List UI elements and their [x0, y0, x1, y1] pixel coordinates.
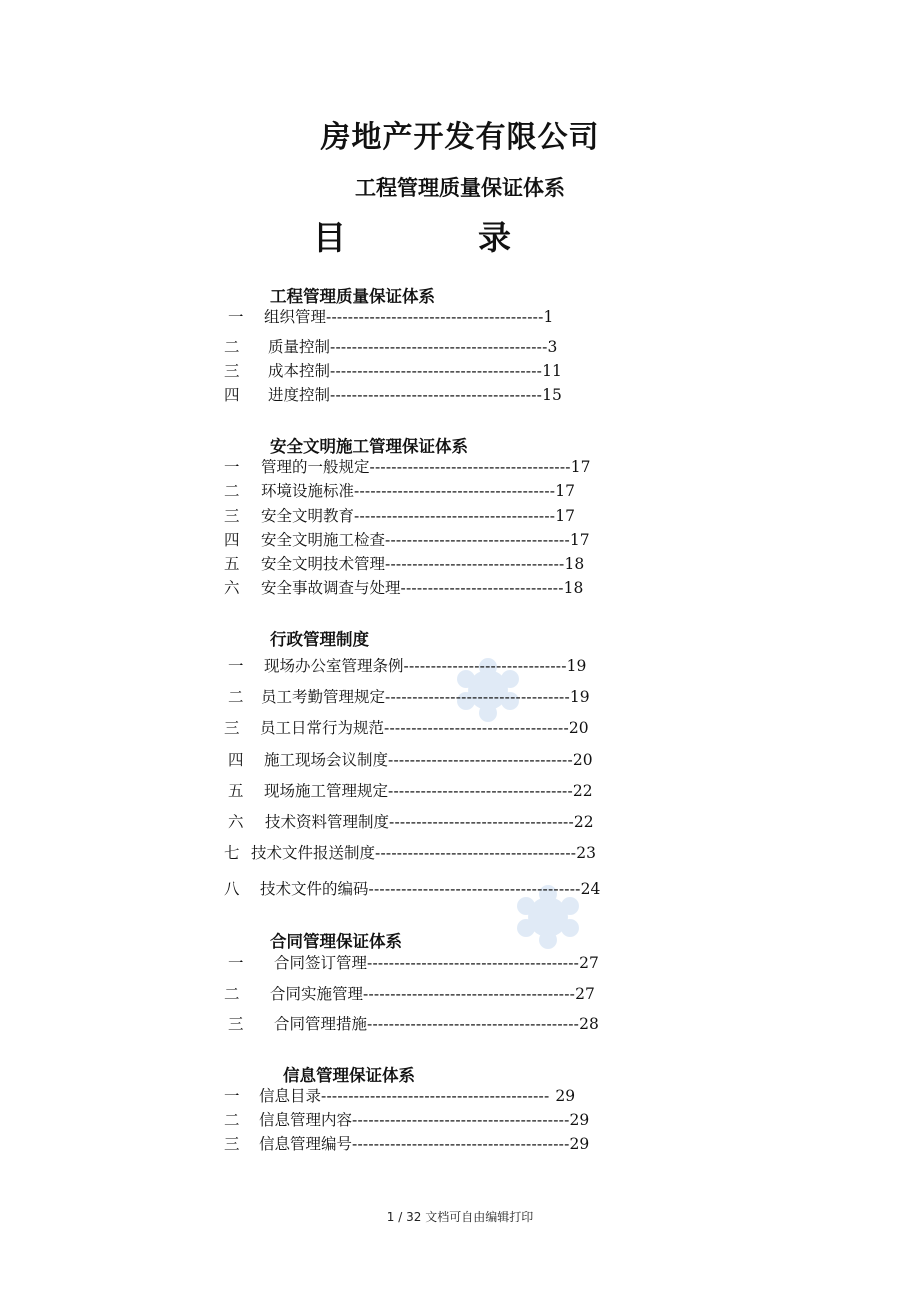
toc-entry-label: 信息目录	[259, 1087, 322, 1105]
toc-entry-number: 八	[224, 880, 240, 898]
toc-entry-page: 20	[572, 751, 593, 769]
toc-entry-page: 11	[542, 362, 562, 380]
toc-entry-leader: ----------------------------------	[385, 531, 570, 549]
toc-entry[interactable]	[228, 780, 593, 802]
toc-entry-number: 六	[228, 813, 244, 831]
toc-entry-number: 二	[228, 688, 244, 706]
toc-entry-number: 一	[224, 1087, 240, 1105]
toc-entry[interactable]	[224, 529, 590, 551]
toc-entry-number: 一	[228, 657, 244, 675]
toc-entry-label: 信息管理内容	[259, 1111, 353, 1129]
section-heading: 工程管理质量保证体系	[270, 287, 435, 306]
toc-entry-page: 19	[566, 657, 587, 675]
toc-heading-char-1: 目	[313, 218, 346, 257]
toc-entry-leader: ----------------------------------------	[352, 1135, 570, 1153]
toc-entry[interactable]	[224, 336, 557, 358]
toc-entry-leader: ------------------------------	[400, 579, 564, 597]
toc-entry[interactable]	[224, 360, 562, 382]
toc-entry-page: 29	[569, 1135, 590, 1153]
toc-entry[interactable]	[224, 456, 590, 478]
toc-entry-leader: -------------------------------------	[375, 844, 577, 862]
toc-entry[interactable]	[224, 1133, 589, 1155]
toc-entry[interactable]	[224, 717, 589, 739]
toc-entry[interactable]	[224, 553, 584, 575]
toc-entry[interactable]	[228, 811, 594, 833]
toc-entry-leader: -------------------------------------	[354, 482, 556, 500]
toc-entry-label: 合同管理措施	[274, 1015, 368, 1033]
section-heading: 安全文明施工管理保证体系	[270, 437, 468, 456]
toc-entry-leader: ----------------------------------------	[330, 338, 548, 356]
toc-entry-leader: -------------------------------------	[369, 458, 571, 476]
toc-entry-number: 二	[224, 482, 240, 500]
toc-entry-leader: ----------------------------------------	[326, 308, 544, 326]
toc-entry-page: 29	[555, 1087, 576, 1105]
section-heading: 合同管理保证体系	[270, 932, 402, 951]
toc-entry-page: 17	[569, 531, 590, 549]
toc-entry-label: 技术文件的编码	[260, 880, 369, 898]
toc-entry-page: 17	[555, 507, 575, 525]
toc-entry-label: 合同实施管理	[270, 985, 364, 1003]
toc-entry[interactable]	[228, 952, 599, 974]
toc-entry-label: 环境设施标准	[261, 482, 355, 500]
toc-entry-page: 19	[569, 688, 590, 706]
document-title: 房地产开发有限公司	[320, 120, 600, 155]
toc-entry[interactable]	[228, 1013, 599, 1035]
toc-entry-page: 15	[542, 386, 562, 404]
page-footer: 1 / 32 文档可自由编辑打印	[386, 1210, 534, 1224]
toc-entry-label: 进度控制	[268, 386, 331, 404]
toc-entry-label: 成本控制	[268, 362, 331, 380]
toc-entry-page: 23	[576, 844, 596, 862]
section-heading: 信息管理保证体系	[283, 1066, 415, 1085]
toc-entry-page: 27	[575, 985, 595, 1003]
toc-entry-label: 质量控制	[268, 338, 331, 356]
toc-entry-page: 1	[543, 308, 554, 326]
toc-entry-number: 二	[224, 985, 240, 1003]
toc-entry-label: 信息管理编号	[259, 1135, 353, 1153]
toc-entry-number: 五	[228, 782, 244, 800]
toc-entry-page: 29	[569, 1111, 590, 1129]
document-subtitle: 工程管理质量保证体系	[355, 176, 565, 200]
toc-entry-label: 安全文明教育	[261, 507, 355, 525]
toc-entry-page: 22	[572, 782, 593, 800]
toc-entry-leader: ----------------------------------	[384, 719, 569, 737]
toc-entry[interactable]	[224, 505, 575, 527]
toc-entry[interactable]	[228, 655, 586, 677]
toc-entry-page: 3	[547, 338, 558, 356]
toc-entry-leader: ----------------------------------	[389, 813, 574, 831]
toc-entry-label: 施工现场会议制度	[264, 751, 389, 769]
toc-entry-label: 现场办公室管理条例	[264, 657, 404, 675]
toc-entry[interactable]	[224, 878, 600, 900]
toc-entry-label: 员工日常行为规范	[260, 719, 385, 737]
toc-entry-number: 四	[224, 531, 240, 549]
toc-entry-number: 一	[228, 308, 244, 326]
toc-entry-number: 四	[224, 386, 240, 404]
toc-entry[interactable]	[224, 983, 595, 1005]
toc-entry-label: 安全文明施工检查	[261, 531, 386, 549]
toc-entry-leader: ------------------------------	[403, 657, 567, 675]
toc-entry-page: 18	[564, 555, 585, 573]
toc-entry-leader: ----------------------------------	[388, 751, 573, 769]
toc-entry-number: 三	[224, 719, 240, 737]
section-heading: 行政管理制度	[270, 630, 369, 649]
toc-entry-number: 二	[224, 338, 240, 356]
toc-entry-number: 三	[228, 1015, 244, 1033]
toc-entry-label: 安全事故调查与处理	[261, 579, 401, 597]
toc-entry-page: 22	[573, 813, 594, 831]
toc-entry[interactable]	[224, 577, 583, 599]
toc-entry-page: 28	[579, 1015, 599, 1033]
toc-entry-leader: ---------------------------------	[385, 555, 565, 573]
toc-entry-number: 一	[228, 954, 244, 972]
toc-entry-number: 五	[224, 555, 240, 573]
toc-entry-leader: ----------------------------------	[388, 782, 573, 800]
toc-entry-page: 17	[555, 482, 575, 500]
toc-entry-leader: -------------------------------------	[354, 507, 556, 525]
toc-entry-number: 三	[224, 1135, 240, 1153]
toc-entry-label: 技术资料管理制度	[265, 813, 390, 831]
toc-entry-number: 一	[224, 458, 240, 476]
toc-entry[interactable]	[224, 1109, 589, 1131]
toc-entry-leader: ---------------------------------------	[367, 954, 580, 972]
toc-entry-page: 24	[580, 880, 601, 898]
toc-entry[interactable]	[228, 306, 553, 328]
toc-entry[interactable]	[228, 749, 593, 771]
toc-entry[interactable]	[224, 842, 596, 864]
toc-entry-number: 四	[228, 751, 244, 769]
toc-entry-label: 合同签订管理	[274, 954, 368, 972]
toc-entry-leader: ---------------------------------------	[367, 1015, 580, 1033]
toc-entry[interactable]	[224, 1085, 575, 1107]
toc-entry[interactable]	[228, 686, 590, 708]
toc-entry[interactable]	[224, 480, 575, 502]
toc-entry-page: 27	[579, 954, 599, 972]
toc-entry-leader: ----------------------------------------	[352, 1111, 570, 1129]
toc-entry-page: 18	[563, 579, 584, 597]
toc-entry-leader: ------------------------------------------	[321, 1087, 550, 1105]
toc-entry-number: 三	[224, 507, 240, 525]
toc-entry-label: 组织管理	[264, 308, 327, 326]
toc-entry-label: 员工考勤管理规定	[261, 688, 386, 706]
toc-entry-page: 20	[568, 719, 589, 737]
toc-heading-char-2: 录	[478, 218, 511, 257]
toc-entry[interactable]	[224, 384, 562, 406]
toc-entry-number: 六	[224, 579, 240, 597]
toc-entry-label: 管理的一般规定	[261, 458, 370, 476]
toc-entry-label: 现场施工管理规定	[264, 782, 389, 800]
toc-entry-leader: ---------------------------------------	[368, 880, 581, 898]
toc-entry-leader: ---------------------------------------	[330, 362, 543, 380]
toc-entry-label: 安全文明技术管理	[261, 555, 386, 573]
toc-entry-number: 七	[224, 844, 240, 862]
toc-entry-number: 三	[224, 362, 240, 380]
toc-entry-leader: ---------------------------------------	[330, 386, 543, 404]
toc-entry-number: 二	[224, 1111, 240, 1129]
toc-entry-label: 技术文件报送制度	[251, 844, 376, 862]
toc-entry-page: 17	[570, 458, 591, 476]
toc-entry-leader: ----------------------------------	[385, 688, 570, 706]
toc-entry-leader: ---------------------------------------	[363, 985, 576, 1003]
